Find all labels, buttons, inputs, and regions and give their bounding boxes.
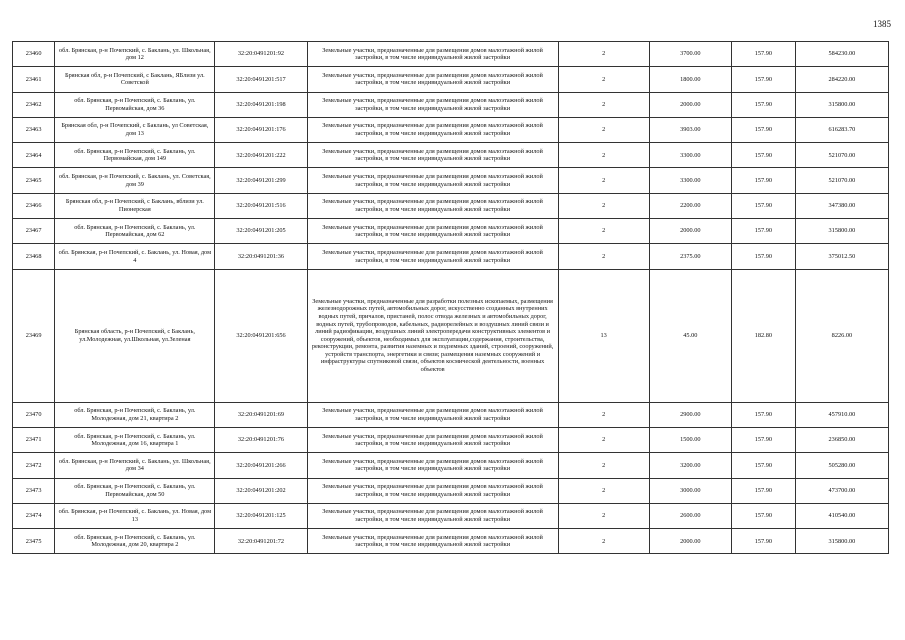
- row-area: 45.00: [649, 269, 731, 402]
- row-specific-value: 157.90: [731, 503, 795, 528]
- row-number: 23467: [13, 219, 55, 244]
- row-specific-value: 157.90: [731, 193, 795, 218]
- row-specific-value: 157.90: [731, 529, 795, 554]
- row-cadastral-value: 521070.00: [795, 168, 888, 193]
- row-use-group: 2: [558, 453, 649, 478]
- row-cadastral-number: 32:20:0491201:92: [215, 42, 307, 67]
- table-row: [13, 143, 889, 168]
- row-area: 3700.00: [649, 42, 731, 67]
- row-use-group: 2: [558, 143, 649, 168]
- row-specific-value: 157.90: [731, 117, 795, 142]
- row-address: обл. Брянская, р-н Почепский, с. Баклань, ул. Первомайская, дом 36: [55, 92, 215, 117]
- row-number: 23461: [13, 67, 55, 92]
- row-number: 23474: [13, 503, 55, 528]
- row-permitted-use: Земельные участки, предназначенные для размещения домов малоэтажной жилой застройки, в том числе индивидуальной жилой застройки: [307, 92, 558, 117]
- row-cadastral-number: 32:20:0491201:205: [215, 219, 307, 244]
- row-area: 1800.00: [649, 67, 731, 92]
- row-specific-value: 157.90: [731, 453, 795, 478]
- row-permitted-use: Земельные участки, предназначенные для разработки полезных ископаемых, размещения железнодорожных путей, автомобильных дорог, искусственно созданных внутренних водных путей, причалов, пристаней, полос отвода железных и автомобильных дорог, водных путей, трубопроводов, кабельных, радиорелейных и воздушных линий связи и линий радиофикации, воздушных линий электропередачи конструктивных элементов и сооружений, объектов, необходимых для эксплуатации,содержания, строительства, реконструкции, ремонта, развития наземных и подземных зданий, строений, сооружений, устройств транспорта, энергетики и связи; размещения наземных сооружений и инфраструктуры спутниковой связи, объектов космической деятельности, военных объектов: [307, 269, 558, 402]
- row-cadastral-value: 457910.00: [795, 402, 888, 427]
- row-specific-value: 157.90: [731, 219, 795, 244]
- row-cadastral-number: 32:20:0491201:76: [215, 427, 307, 452]
- row-use-group: 2: [558, 42, 649, 67]
- row-use-group: 2: [558, 244, 649, 269]
- row-specific-value: 157.90: [731, 478, 795, 503]
- row-address: Брянская обл, р-н Почепский, с Баклань, вблизи ул. Пионерская: [55, 193, 215, 218]
- row-address: обл. Брянская, р-н Почепский, с. Баклань, ул. Советская, дом 39: [55, 168, 215, 193]
- row-cadastral-value: 410540.00: [795, 503, 888, 528]
- row-permitted-use: Земельные участки, предназначенные для размещения домов малоэтажной жилой застройки, в том числе индивидуальной жилой застройки: [307, 67, 558, 92]
- row-number: 23473: [13, 478, 55, 503]
- row-address: обл. Брянская, р-н Почепский, с. Баклань, ул. Первомайская, дом 50: [55, 478, 215, 503]
- table-row: [13, 478, 889, 503]
- row-use-group: 2: [558, 529, 649, 554]
- row-permitted-use: Земельные участки, предназначенные для размещения домов малоэтажной жилой застройки, в том числе индивидуальной жилой застройки: [307, 453, 558, 478]
- row-cadastral-number: 32:20:0491201:517: [215, 67, 307, 92]
- table-row: [13, 42, 889, 67]
- table-row: [13, 193, 889, 218]
- table-row: [13, 244, 889, 269]
- row-area: 3300.00: [649, 143, 731, 168]
- row-area: 3903.00: [649, 117, 731, 142]
- row-area: 2000.00: [649, 529, 731, 554]
- row-permitted-use: Земельные участки, предназначенные для размещения домов малоэтажной жилой застройки, в том числе индивидуальной жилой застройки: [307, 117, 558, 142]
- row-cadastral-number: 32:20:0491201:656: [215, 269, 307, 402]
- row-cadastral-value: 8226.00: [795, 269, 888, 402]
- row-cadastral-value: 315800.00: [795, 92, 888, 117]
- row-permitted-use: Земельные участки, предназначенные для размещения домов малоэтажной жилой застройки, в том числе индивидуальной жилой застройки: [307, 244, 558, 269]
- row-permitted-use: Земельные участки, предназначенные для размещения домов малоэтажной жилой застройки, в том числе индивидуальной жилой застройки: [307, 193, 558, 218]
- row-specific-value: 157.90: [731, 143, 795, 168]
- row-permitted-use: Земельные участки, предназначенные для размещения домов малоэтажной жилой застройки, в том числе индивидуальной жилой застройки: [307, 427, 558, 452]
- row-specific-value: 157.90: [731, 92, 795, 117]
- row-cadastral-value: 284220.00: [795, 67, 888, 92]
- row-address: обл. Брянская, р-н Почепский, с. Баклань, ул. Молодежная, дом 21, квартира 2: [55, 402, 215, 427]
- table-row: [13, 503, 889, 528]
- row-number: 23475: [13, 529, 55, 554]
- row-area: 2000.00: [649, 92, 731, 117]
- row-cadastral-number: 32:20:0491201:72: [215, 529, 307, 554]
- row-address: обл. Брянская, р-н Почепский, с. Баклань, ул. Молодежная, дом 16, квартира 1: [55, 427, 215, 452]
- row-specific-value: 157.90: [731, 67, 795, 92]
- row-specific-value: 157.90: [731, 244, 795, 269]
- row-number: 23462: [13, 92, 55, 117]
- row-use-group: 2: [558, 427, 649, 452]
- row-use-group: 2: [558, 67, 649, 92]
- table-row: [13, 453, 889, 478]
- row-number: 23464: [13, 143, 55, 168]
- table-row: [13, 117, 889, 142]
- row-cadastral-value: 505280.00: [795, 453, 888, 478]
- row-cadastral-value: 521070.00: [795, 143, 888, 168]
- page-number: 1385: [873, 19, 891, 29]
- row-number: 23463: [13, 117, 55, 142]
- row-use-group: 13: [558, 269, 649, 402]
- row-permitted-use: Земельные участки, предназначенные для размещения домов малоэтажной жилой застройки, в том числе индивидуальной жилой застройки: [307, 168, 558, 193]
- row-specific-value: 182.80: [731, 269, 795, 402]
- table-body: [13, 42, 889, 554]
- row-permitted-use: Земельные участки, предназначенные для размещения домов малоэтажной жилой застройки, в том числе индивидуальной жилой застройки: [307, 402, 558, 427]
- row-use-group: 2: [558, 478, 649, 503]
- row-permitted-use: Земельные участки, предназначенные для размещения домов малоэтажной жилой застройки, в том числе индивидуальной жилой застройки: [307, 219, 558, 244]
- table-row: [13, 529, 889, 554]
- row-cadastral-value: 315800.00: [795, 529, 888, 554]
- row-address: обл. Брянская, р-н Почепский, с. Баклань, ул. Молодежная, дом 20, квартира 2: [55, 529, 215, 554]
- row-address: обл. Брянская, р-н Почепский, с. Баклань, ул. Новая, дом 13: [55, 503, 215, 528]
- table-row: [13, 168, 889, 193]
- row-area: 2200.00: [649, 193, 731, 218]
- row-use-group: 2: [558, 402, 649, 427]
- row-cadastral-number: 32:20:0491201:222: [215, 143, 307, 168]
- row-cadastral-value: 375012.50: [795, 244, 888, 269]
- cadastral-registry-table: [12, 41, 889, 554]
- table-row: [13, 427, 889, 452]
- row-address: Брянская обл, р-н Почепский, с Баклань, ул Советская, дом 13: [55, 117, 215, 142]
- row-cadastral-number: 32:20:0491201:125: [215, 503, 307, 528]
- row-address: обл. Брянская, р-н Почепский, с. Баклань, ул. Новая, дом 4: [55, 244, 215, 269]
- row-permitted-use: Земельные участки, предназначенные для размещения домов малоэтажной жилой застройки, в том числе индивидуальной жилой застройки: [307, 529, 558, 554]
- row-use-group: 2: [558, 193, 649, 218]
- row-cadastral-number: 32:20:0491201:36: [215, 244, 307, 269]
- row-address: обл. Брянская, р-н Почепский, с. Баклань, ул. Первомайская, дом 62: [55, 219, 215, 244]
- row-area: 2600.00: [649, 503, 731, 528]
- row-number: 23470: [13, 402, 55, 427]
- row-number: 23465: [13, 168, 55, 193]
- row-address: обл. Брянская, р-н Почепский, с. Баклань, ул. Школьная, дом 12: [55, 42, 215, 67]
- row-address: обл. Брянская, р-н Почепский, с. Баклань, ул. Школьная, дом 34: [55, 453, 215, 478]
- row-use-group: 2: [558, 219, 649, 244]
- row-cadastral-number: 32:20:0491201:202: [215, 478, 307, 503]
- row-cadastral-number: 32:20:0491201:516: [215, 193, 307, 218]
- table-row: [13, 219, 889, 244]
- row-cadastral-number: 32:20:0491201:69: [215, 402, 307, 427]
- table-row: [13, 269, 889, 402]
- row-specific-value: 157.90: [731, 42, 795, 67]
- row-permitted-use: Земельные участки, предназначенные для размещения домов малоэтажной жилой застройки, в том числе индивидуальной жилой застройки: [307, 42, 558, 67]
- row-cadastral-value: 616283.70: [795, 117, 888, 142]
- row-address: обл. Брянская, р-н Почепский, с. Баклань, ул. Первомайская, дом 149: [55, 143, 215, 168]
- row-cadastral-value: 473700.00: [795, 478, 888, 503]
- row-area: 3000.00: [649, 478, 731, 503]
- row-specific-value: 157.90: [731, 168, 795, 193]
- row-cadastral-value: 315800.00: [795, 219, 888, 244]
- row-cadastral-number: 32:20:0491201:299: [215, 168, 307, 193]
- row-area: 3300.00: [649, 168, 731, 193]
- row-permitted-use: Земельные участки, предназначенные для размещения домов малоэтажной жилой застройки, в том числе индивидуальной жилой застройки: [307, 143, 558, 168]
- row-cadastral-value: 347380.00: [795, 193, 888, 218]
- row-use-group: 2: [558, 92, 649, 117]
- row-area: 2375.00: [649, 244, 731, 269]
- table-row: [13, 92, 889, 117]
- row-specific-value: 157.90: [731, 427, 795, 452]
- row-number: 23460: [13, 42, 55, 67]
- row-cadastral-value: 584230.00: [795, 42, 888, 67]
- row-area: 2900.00: [649, 402, 731, 427]
- table-row: [13, 402, 889, 427]
- row-area: 1500.00: [649, 427, 731, 452]
- row-area: 3200.00: [649, 453, 731, 478]
- row-use-group: 2: [558, 117, 649, 142]
- row-cadastral-number: 32:20:0491201:198: [215, 92, 307, 117]
- row-number: 23466: [13, 193, 55, 218]
- row-number: 23469: [13, 269, 55, 402]
- table-row: [13, 67, 889, 92]
- row-permitted-use: Земельные участки, предназначенные для размещения домов малоэтажной жилой застройки, в том числе индивидуальной жилой застройки: [307, 503, 558, 528]
- row-number: 23472: [13, 453, 55, 478]
- row-address: Брянская область, р-н Почепский, с Баклань, ул.Молодежная, ул.Школьная, ул.Зеленая: [55, 269, 215, 402]
- row-area: 2000.00: [649, 219, 731, 244]
- row-address: Брянская обл, р-н Почепский, с Баклань, ЯБлизи ул. Советской: [55, 67, 215, 92]
- row-cadastral-number: 32:20:0491201:176: [215, 117, 307, 142]
- row-number: 23468: [13, 244, 55, 269]
- row-specific-value: 157.90: [731, 402, 795, 427]
- row-use-group: 2: [558, 503, 649, 528]
- row-number: 23471: [13, 427, 55, 452]
- row-cadastral-number: 32:20:0491201:266: [215, 453, 307, 478]
- row-permitted-use: Земельные участки, предназначенные для размещения домов малоэтажной жилой застройки, в том числе индивидуальной жилой застройки: [307, 478, 558, 503]
- row-use-group: 2: [558, 168, 649, 193]
- row-cadastral-value: 236850.00: [795, 427, 888, 452]
